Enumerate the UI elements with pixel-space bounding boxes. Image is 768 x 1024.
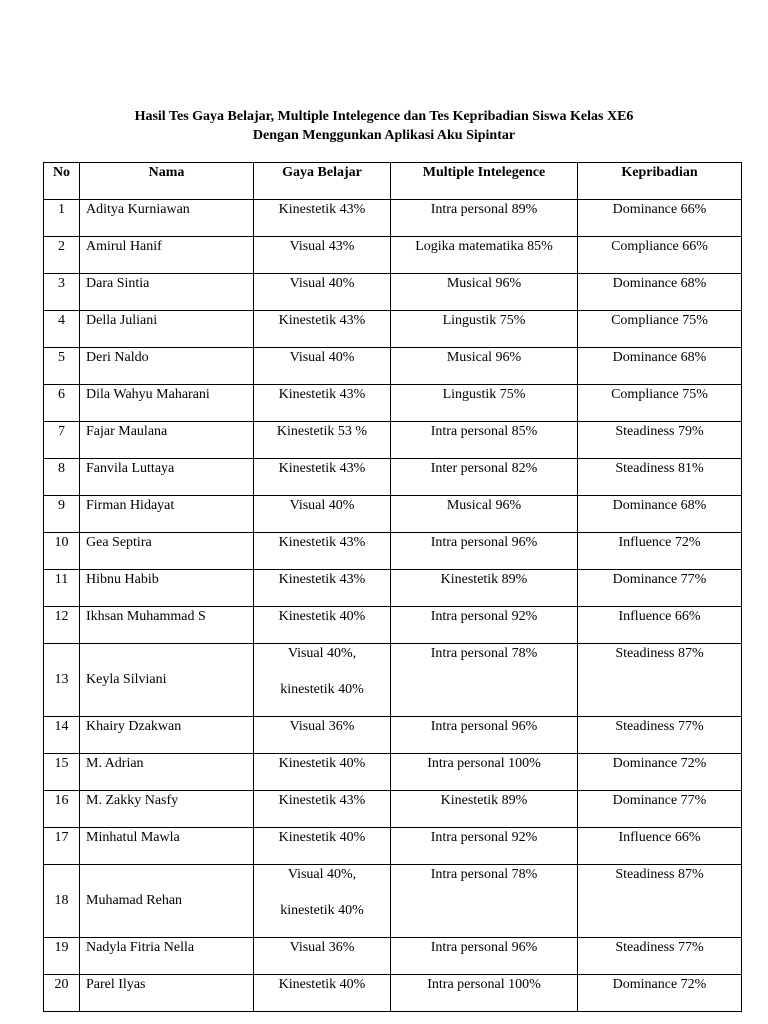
cell-kepribadian: Steadiness 77%	[578, 717, 742, 754]
cell-kepribadian: Dominance 68%	[578, 496, 742, 533]
cell-nama: Della Juliani	[80, 311, 254, 348]
cell-no: 1	[44, 200, 80, 237]
gaya-belajar-line: Kinestetik 43%	[278, 572, 366, 587]
table-row	[44, 274, 742, 311]
cell-no: 14	[44, 717, 80, 754]
gaya-belajar-line: Kinestetik 40%	[278, 977, 366, 992]
gaya-belajar-line: Visual 43%	[289, 239, 355, 254]
cell-no: 5	[44, 348, 80, 385]
cell-nama: Muhamad Rehan	[80, 865, 254, 938]
cell-no: 8	[44, 459, 80, 496]
cell-nama: Nadyla Fitria Nella	[80, 938, 254, 975]
table-row	[44, 754, 742, 791]
table-row	[44, 938, 742, 975]
gaya-belajar-line: Kinestetik 43%	[278, 202, 366, 217]
cell-kepribadian: Dominance 66%	[578, 200, 742, 237]
cell-multiple-intelegence: Intra personal 85%	[391, 422, 578, 459]
cell-nama: Ikhsan Muhammad S	[80, 607, 254, 644]
gaya-belajar-line: Visual 36%	[289, 940, 355, 955]
cell-gaya-belajar	[254, 274, 391, 311]
cell-multiple-intelegence: Intra personal 92%	[391, 607, 578, 644]
table-row	[44, 200, 742, 237]
cell-multiple-intelegence: Lingustik 75%	[391, 311, 578, 348]
cell-nama: Parel Ilyas	[80, 975, 254, 1012]
cell-multiple-intelegence: Intra personal 96%	[391, 533, 578, 570]
table-row	[44, 828, 742, 865]
cell-no: 11	[44, 570, 80, 607]
cell-multiple-intelegence: Inter personal 82%	[391, 459, 578, 496]
cell-no: 6	[44, 385, 80, 422]
gaya-belajar-line: Visual 40%	[289, 276, 355, 291]
table-header-row	[44, 163, 742, 200]
cell-multiple-intelegence: Intra personal 96%	[391, 938, 578, 975]
cell-nama: Khairy Dzakwan	[80, 717, 254, 754]
header-nama: Nama	[80, 163, 254, 200]
table-row	[44, 237, 742, 274]
cell-no: 10	[44, 533, 80, 570]
cell-no: 13	[44, 644, 80, 717]
cell-nama: Dara Sintia	[80, 274, 254, 311]
cell-nama: Keyla Silviani	[80, 644, 254, 717]
cell-nama: M. Zakky Nasfy	[80, 791, 254, 828]
table-row	[44, 533, 742, 570]
cell-multiple-intelegence: Kinestetik 89%	[391, 791, 578, 828]
title-line-1: Hasil Tes Gaya Belajar, Multiple Intelegence dan Tes Kepribadian Siswa Kelas XE6	[134, 109, 634, 124]
cell-kepribadian: Dominance 72%	[578, 754, 742, 791]
results-table	[43, 162, 742, 1012]
cell-gaya-belajar	[254, 754, 391, 791]
cell-no: 18	[44, 865, 80, 938]
cell-gaya-belajar	[254, 496, 391, 533]
cell-nama: Dila Wahyu Maharani	[80, 385, 254, 422]
cell-nama: Fanvila Luttaya	[80, 459, 254, 496]
cell-no: 3	[44, 274, 80, 311]
cell-gaya-belajar	[254, 533, 391, 570]
gaya-belajar-line: Kinestetik 40%	[278, 756, 366, 771]
cell-gaya-belajar	[254, 459, 391, 496]
cell-kepribadian: Steadiness 79%	[578, 422, 742, 459]
cell-gaya-belajar	[254, 200, 391, 237]
cell-gaya-belajar	[254, 717, 391, 754]
cell-no: 16	[44, 791, 80, 828]
cell-multiple-intelegence: Intra personal 78%	[391, 865, 578, 938]
gaya-belajar-line: Kinestetik 43%	[278, 387, 366, 402]
cell-gaya-belajar	[254, 237, 391, 274]
header-gaya-belajar: Gaya Belajar	[254, 163, 391, 200]
table-row	[44, 422, 742, 459]
gaya-belajar-line: Visual 40%,	[287, 646, 357, 661]
cell-gaya-belajar	[254, 422, 391, 459]
cell-multiple-intelegence: Intra personal 89%	[391, 200, 578, 237]
table-row	[44, 496, 742, 533]
cell-nama: Gea Septira	[80, 533, 254, 570]
cell-no: 19	[44, 938, 80, 975]
table-row	[44, 311, 742, 348]
cell-kepribadian: Dominance 68%	[578, 348, 742, 385]
cell-nama: Firman Hidayat	[80, 496, 254, 533]
gaya-belajar-line: Kinestetik 43%	[278, 793, 366, 808]
cell-gaya-belajar	[254, 938, 391, 975]
cell-no: 20	[44, 975, 80, 1012]
gaya-belajar-line: Kinestetik 43%	[278, 313, 366, 328]
gaya-belajar-line: Visual 40%	[289, 498, 355, 513]
table-row	[44, 607, 742, 644]
table-row	[44, 570, 742, 607]
cell-kepribadian: Dominance 72%	[578, 975, 742, 1012]
cell-gaya-belajar	[254, 311, 391, 348]
cell-multiple-intelegence: Intra personal 96%	[391, 717, 578, 754]
cell-multiple-intelegence: Lingustik 75%	[391, 385, 578, 422]
cell-kepribadian: Influence 66%	[578, 607, 742, 644]
table-row	[44, 644, 742, 717]
cell-nama: Hibnu Habib	[80, 570, 254, 607]
cell-gaya-belajar	[254, 828, 391, 865]
gaya-belajar-line: Kinestetik 40%	[278, 609, 366, 624]
cell-nama: Deri Naldo	[80, 348, 254, 385]
title-line-2: Dengan Menggunkan Aplikasi Aku Sipintar	[252, 128, 516, 143]
cell-multiple-intelegence: Logika matematika 85%	[391, 237, 578, 274]
cell-kepribadian: Dominance 77%	[578, 570, 742, 607]
table-row	[44, 459, 742, 496]
gaya-belajar-line: Kinestetik 43%	[278, 535, 366, 550]
cell-multiple-intelegence: Musical 96%	[391, 274, 578, 311]
table-row	[44, 385, 742, 422]
cell-gaya-belajar	[254, 385, 391, 422]
header-multiple-intelegence: Multiple Intelegence	[391, 163, 578, 200]
gaya-belajar-line: Kinestetik 43%	[278, 461, 366, 476]
cell-multiple-intelegence: Intra personal 92%	[391, 828, 578, 865]
cell-multiple-intelegence: Intra personal 100%	[391, 975, 578, 1012]
cell-no: 17	[44, 828, 80, 865]
gaya-belajar-line: Visual 40%,	[287, 867, 357, 882]
cell-kepribadian: Compliance 75%	[578, 385, 742, 422]
cell-nama: Amirul Hanif	[80, 237, 254, 274]
cell-gaya-belajar	[254, 348, 391, 385]
cell-nama: Aditya Kurniawan	[80, 200, 254, 237]
cell-nama: Minhatul Mawla	[80, 828, 254, 865]
header-kepribadian: Kepribadian	[578, 163, 742, 200]
gaya-belajar-line-2: kinestetik 40%	[280, 903, 364, 918]
cell-no: 12	[44, 607, 80, 644]
cell-nama: M. Adrian	[80, 754, 254, 791]
table-row	[44, 348, 742, 385]
cell-no: 9	[44, 496, 80, 533]
cell-multiple-intelegence: Intra personal 78%	[391, 644, 578, 717]
cell-gaya-belajar	[254, 865, 391, 938]
cell-nama: Fajar Maulana	[80, 422, 254, 459]
table-row	[44, 791, 742, 828]
cell-multiple-intelegence: Kinestetik 89%	[391, 570, 578, 607]
cell-no: 7	[44, 422, 80, 459]
gaya-belajar-line: Kinestetik 40%	[278, 830, 366, 845]
cell-multiple-intelegence: Musical 96%	[391, 496, 578, 533]
cell-multiple-intelegence: Intra personal 100%	[391, 754, 578, 791]
gaya-belajar-line: Visual 40%	[289, 350, 355, 365]
table-row	[44, 717, 742, 754]
cell-kepribadian: Influence 72%	[578, 533, 742, 570]
cell-kepribadian: Steadiness 87%	[578, 644, 742, 717]
cell-gaya-belajar	[254, 570, 391, 607]
table-row	[44, 865, 742, 938]
table-body	[44, 200, 742, 1012]
cell-kepribadian: Compliance 75%	[578, 311, 742, 348]
gaya-belajar-line-2: kinestetik 40%	[280, 682, 364, 697]
cell-no: 4	[44, 311, 80, 348]
gaya-belajar-line: Visual 36%	[289, 719, 355, 734]
cell-gaya-belajar	[254, 791, 391, 828]
header-no: No	[44, 163, 80, 200]
table-row	[44, 975, 742, 1012]
cell-kepribadian: Steadiness 81%	[578, 459, 742, 496]
cell-kepribadian: Influence 66%	[578, 828, 742, 865]
cell-multiple-intelegence: Musical 96%	[391, 348, 578, 385]
cell-kepribadian: Steadiness 87%	[578, 865, 742, 938]
gaya-belajar-line: Kinestetik 53 %	[276, 424, 368, 439]
cell-gaya-belajar	[254, 975, 391, 1012]
cell-kepribadian: Compliance 66%	[578, 237, 742, 274]
cell-kepribadian: Dominance 77%	[578, 791, 742, 828]
cell-no: 2	[44, 237, 80, 274]
cell-kepribadian: Dominance 68%	[578, 274, 742, 311]
cell-no: 15	[44, 754, 80, 791]
cell-kepribadian: Steadiness 77%	[578, 938, 742, 975]
document-title	[0, 107, 768, 145]
cell-gaya-belajar	[254, 607, 391, 644]
cell-gaya-belajar	[254, 644, 391, 717]
